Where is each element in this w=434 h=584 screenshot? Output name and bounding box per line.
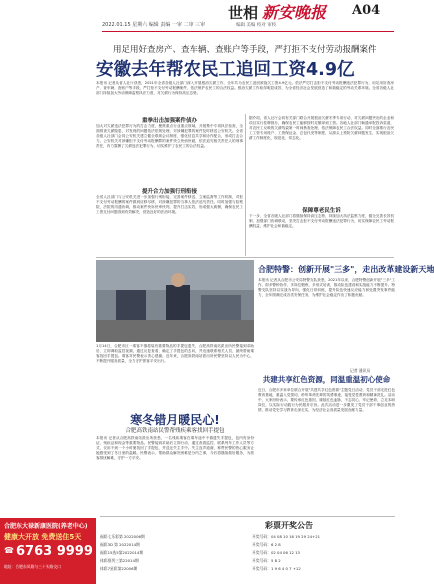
masthead — [0, 0, 401, 34]
story-body: 全省人社部门与公安机关进一步加强行刑衔接，完善案件移送、立案监督等工作机制，对拒不支付劳动报酬的案件做到应移尽移，对涉嫌犯罪的当事人依法追究责任。同时加强与检察院、法院的沟通协调，推动案件快诉快审快判，提升打击实效，形成强大威慑，确保农民工工资支付问题得到有效解决，营造良好的法治环境。 — [96, 195, 243, 215]
story-headline: 共建共享红色资源，同温重温初心使命 — [262, 375, 391, 384]
advertisement — [0, 518, 96, 584]
lead-intro: 本报讯 记者从省人社厅获悉，2021年全省各级人社部门深入开展根治欠薪工作，全年共为农民工追回被拖欠工资4.9亿元。依法严厉打击拒不支付劳动报酬违法犯罪行为，用足用好查房产、查车辆、查账户等手段，严打拒不支付劳动报酬案件，依法保护农民工的合法权益。根治欠薪工作取得明显成效，为全省经济社会发展营造了和谐稳定的劳动关系环境。全省各级人社部门持续加大劳动保障监察执法力度，对欠薪行为保持高压态势。 — [96, 81, 394, 96]
section-heading: 保障尊老民生诉 — [302, 208, 341, 214]
lead-subheadline: 用足用好查房产、查车辆、查账户等手段，严打拒不支付劳动报酬案件 — [113, 45, 377, 55]
brand-prefix: 世相 — [228, 4, 259, 22]
story-body: 本报讯 记者从合肥高铁南站派出所获悉，一名残疾乘客在乘车途中不慎遗失手提包，包内有身份证、残疾证和现金等重要物品。民警接到求助后立即行动，通过查看监控、联系列车工作人员等方式，仅用不到一个小时便找回了手提包，并送还失主手中。失主连声道谢，称赞民警的热心服务让她感受到了冬日里的温暖。民警表示，帮助群众解决困难是分内之事，今后将继续做好服务，为旅客排忧解难，守护一方平安。 — [96, 436, 254, 461]
byline: 记者 通讯员 — [350, 368, 371, 373]
editor-credits: 编辑 美编 校对 审校 — [236, 23, 277, 28]
news-photo — [96, 260, 254, 342]
lottery-numbers: 开奖号码：5 8 2 — [252, 558, 281, 563]
ad-slogan: 健康大开放 免费送住5天 — [4, 533, 82, 541]
lottery-title: 彩票开奖公告 — [265, 520, 313, 530]
masthead-dates: 2022.01.15 星期六 编辑 责编 一审 二审 三审 — [102, 22, 206, 28]
section-divider — [96, 257, 394, 258]
section-heading: 提升合力加强行刑衔接 — [141, 189, 197, 195]
lottery-numbers: 开奖号码：04 08 10 16 19 29 24+21 — [252, 534, 321, 539]
lottery-numbers: 开奖号码：02 04 06 12 13 — [252, 550, 300, 555]
ad-title: 合肥东大禄新康医院(养老中心) — [4, 523, 88, 530]
lottery-divider — [100, 516, 395, 517]
phone-icon: ☎ — [4, 546, 14, 555]
lottery-row: 体彩7星彩第22006期 — [100, 566, 138, 571]
lottery-row: 福彩七乐彩第 2022006期 — [100, 534, 145, 539]
page-number: A04 — [352, 3, 381, 18]
section-heading: 重拳出击加强案件侦办 — [141, 118, 197, 124]
brand-logo: 新安晚报 — [262, 3, 327, 22]
lottery-row: 福彩15选5第2022014期 — [100, 550, 144, 555]
lottery-numbers: 开奖号码：6 2 8 — [252, 542, 281, 547]
story-headline: 寒冬错月暖民心! — [130, 413, 220, 427]
side-column — [2, 40, 92, 515]
story-body: 加大对欠薪违法犯罪行为的打击力度，聚焦重点行业重点领域，开展集中专项执法检查，全面排查欠薪隐患，对发现的问题依法依规处理，对涉嫌犯罪的案件及时移送公安机关。全省各级人社部门会同公安机关建立健全联席会议制度，强化信息共享和协作配合，形成打击合力。公安机关对涉嫌拒不支付劳动报酬罪的案件快立快侦快破，依法追究相关责任人的刑事责任，有力震慑了欠薪违法犯罪行为，切实维护了农民工的合法权益。 — [96, 124, 243, 149]
story-body: 下一步，全省各级人社部门将继续保持高压态势，持续加大执法监察力度，健全完善长效机制，加强部门协调联动，坚决打击拒不支付劳动报酬违法犯罪行为，切实保障农民工劳动报酬权益，维护社会和谐稳定。 — [249, 214, 394, 229]
story-subheadline: 合肥高铁南站民警帮残疾乘客找回手提包 — [125, 428, 225, 434]
story-headline: 合肥特警：创新开展"三多"，走出改革建设新天地 — [258, 265, 434, 274]
ad-phone: 6763 9999 — [16, 544, 93, 559]
lottery-row: 福彩3D 第 2022014期 — [100, 542, 140, 547]
ad-address: 地址：合肥东风路与三十头路交口 — [4, 564, 61, 569]
story-body: 1月14日，合肥市区一乘客不慎将装有重要物品的手提包遗失，合肥高铁南站派出所民警接到求助后，立即调取监控视频，通过反复查看，确定了手提包的去向，并迅速联系相关人员，最终帮助乘客找回手提包。乘客对民警表示衷心感谢。近年来，合肥高铁南站派出所民警坚持以人民为中心，不断提升服务质量，全力守护旅客平安出行。 — [96, 344, 254, 364]
story-body: 本报讯 记者从合肥市公安局特警支队获悉，2021年以来，合肥特警创新开展"三多"工作，即多警种协作、多岗位锻炼、多形式培训，推动队伍建设和实战能力不断提升。特警支队坚持以实战为导向，强化日常训练，提升队伍快速反应能力和处置突发事件能力，全年圆满完成各类安保任务，为维护社会稳定作出了积极贡献。 — [258, 278, 395, 298]
story-body: 近日，合肥市多家单位联合开展"共建共享红色资源"主题党日活动，党员干部走进红色教育基地，重温入党誓词，聆听革命先辈的英勇事迹，接受党性教育和精神洗礼。活动中，大家纷纷表示，要传承红色基因，赓续红色血脉，不忘初心、牢记使命，立足本职岗位，以实际行动践行为民服务宗旨。此次活动进一步激发了党员干部干事创业的热情，推动党史学习教育走深走实，为经济社会高质量发展贡献力量。 — [258, 388, 395, 413]
lottery-numbers: 开奖号码：1 9 6 4 0 7 +12 — [252, 566, 301, 571]
masthead-rule — [102, 31, 394, 32]
lead-headline: 安徽去年帮农民工追回工资4.9亿 — [96, 60, 355, 80]
lottery-row: 体彩排列三第22014期 — [100, 558, 139, 563]
story-body: 据介绍，省人社厅会同有关部门联合开展根治欠薪冬季专项行动，对欠薪问题突出的企业和项目实行挂牌督办，确保农民工能够按时足额拿到工资。各地人社部门畅通举报投诉渠道，对农民工反映的欠薪线索第一时间核查处理，依法保障农民工合法权益。同时全面推行农民工工资专用账户、工资保证金、总包代发等制度，从源头上预防欠薪问题发生，实现根治欠薪工作制度化、规范化、常态化。 — [249, 116, 394, 141]
column-divider — [245, 114, 246, 256]
